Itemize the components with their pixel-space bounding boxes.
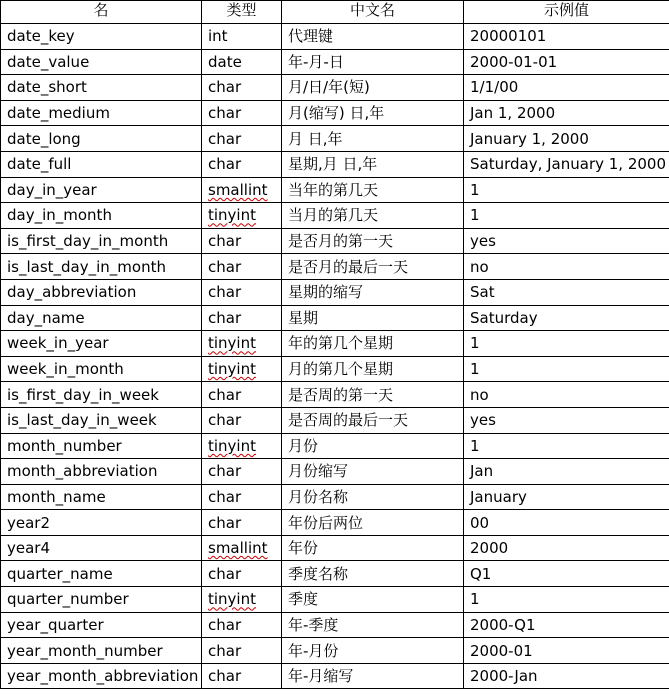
cell-name: year_month_number (1, 638, 202, 664)
cell-chinese-name: 是否月的最后一天 (282, 254, 464, 280)
table-row (1, 331, 669, 357)
cell-chinese-name: 是否月的第一天 (282, 228, 464, 254)
table-row (1, 100, 669, 126)
cell-chinese-name: 月 日,年 (282, 126, 464, 152)
cell-type: smallint (202, 535, 282, 561)
cell-example: Saturday (464, 305, 669, 331)
cell-type: char (202, 612, 282, 638)
cell-chinese-name: 年-月-日 (282, 49, 464, 75)
cell-chinese-name: 当年的第几天 (282, 177, 464, 203)
cell-example: 1 (464, 356, 669, 382)
cell-chinese-name: 是否周的第一天 (282, 382, 464, 408)
cell-name: week_in_month (1, 356, 202, 382)
table-row (1, 382, 669, 408)
table-row (1, 459, 669, 485)
cell-example: Jan (464, 459, 669, 485)
cell-chinese-name: 年-季度 (282, 612, 464, 638)
table-row (1, 561, 669, 587)
cell-name: day_in_year (1, 177, 202, 203)
cell-example: 1 (464, 587, 669, 613)
cell-type: int (202, 24, 282, 50)
header-example: 示例值 (464, 1, 669, 24)
table-row (1, 49, 669, 75)
cell-example: 2000-01-01 (464, 49, 669, 75)
cell-name: year2 (1, 510, 202, 536)
cell-example: no (464, 254, 669, 280)
cell-example: 2000-01 (464, 638, 669, 664)
cell-chinese-name: 代理键 (282, 24, 464, 50)
cell-example: 2000-Jan (464, 663, 669, 689)
cell-chinese-name: 是否周的最后一天 (282, 407, 464, 433)
cell-chinese-name: 季度名称 (282, 561, 464, 587)
cell-example: 1/1/00 (464, 75, 669, 101)
cell-chinese-name: 当月的第几天 (282, 203, 464, 229)
cell-type: char (202, 510, 282, 536)
header-row (1, 1, 669, 24)
cell-name: is_last_day_in_month (1, 254, 202, 280)
cell-type: char (202, 151, 282, 177)
cell-example: 00 (464, 510, 669, 536)
cell-chinese-name: 年份 (282, 535, 464, 561)
cell-type: char (202, 663, 282, 689)
cell-chinese-name: 季度 (282, 587, 464, 613)
cell-name: day_abbreviation (1, 279, 202, 305)
cell-name: day_name (1, 305, 202, 331)
cell-name: year4 (1, 535, 202, 561)
table-row (1, 279, 669, 305)
cell-type: char (202, 279, 282, 305)
cell-example: 1 (464, 331, 669, 357)
cell-type: char (202, 561, 282, 587)
table-row (1, 535, 669, 561)
cell-name: month_name (1, 484, 202, 510)
table-row (1, 612, 669, 638)
cell-name: quarter_number (1, 587, 202, 613)
cell-name: date_key (1, 24, 202, 50)
cell-example: Jan 1, 2000 (464, 100, 669, 126)
table-row (1, 24, 669, 50)
cell-type: date (202, 49, 282, 75)
cell-chinese-name: 月份名称 (282, 484, 464, 510)
cell-type: tinyint (202, 331, 282, 357)
cell-type: tinyint (202, 203, 282, 229)
table-row (1, 484, 669, 510)
cell-name: year_month_abbreviation (1, 663, 202, 689)
cell-example: 1 (464, 433, 669, 459)
cell-type: char (202, 484, 282, 510)
table-row (1, 305, 669, 331)
cell-chinese-name: 月/日/年(短) (282, 75, 464, 101)
cell-example: January (464, 484, 669, 510)
cell-type: tinyint (202, 587, 282, 613)
cell-type: tinyint (202, 433, 282, 459)
cell-chinese-name: 星期 (282, 305, 464, 331)
table-row (1, 433, 669, 459)
cell-name: quarter_name (1, 561, 202, 587)
cell-name: date_long (1, 126, 202, 152)
table-row (1, 126, 669, 152)
cell-example: 2000 (464, 535, 669, 561)
cell-example: Sat (464, 279, 669, 305)
cell-name: is_first_day_in_month (1, 228, 202, 254)
cell-example: January 1, 2000 (464, 126, 669, 152)
table-row (1, 510, 669, 536)
cell-example: yes (464, 228, 669, 254)
cell-type: char (202, 305, 282, 331)
cell-example: 2000-Q1 (464, 612, 669, 638)
cell-type: char (202, 382, 282, 408)
cell-type: char (202, 75, 282, 101)
cell-chinese-name: 年-月份 (282, 638, 464, 664)
cell-name: week_in_year (1, 331, 202, 357)
cell-chinese-name: 年的第几个星期 (282, 331, 464, 357)
cell-example: yes (464, 407, 669, 433)
cell-name: month_abbreviation (1, 459, 202, 485)
cell-name: is_first_day_in_week (1, 382, 202, 408)
cell-name: date_medium (1, 100, 202, 126)
cell-chinese-name: 年份后两位 (282, 510, 464, 536)
cell-type: char (202, 254, 282, 280)
table-row (1, 254, 669, 280)
header-chinese-name: 中文名 (282, 1, 464, 24)
table-row (1, 75, 669, 101)
header-name: 名 (1, 1, 202, 24)
cell-chinese-name: 月(缩写) 日,年 (282, 100, 464, 126)
table-row (1, 587, 669, 613)
cell-type: char (202, 228, 282, 254)
table-row (1, 151, 669, 177)
cell-example: 1 (464, 177, 669, 203)
cell-example: 20000101 (464, 24, 669, 50)
cell-example: no (464, 382, 669, 408)
cell-chinese-name: 月份 (282, 433, 464, 459)
cell-chinese-name: 年-月缩写 (282, 663, 464, 689)
cell-name: month_number (1, 433, 202, 459)
cell-name: date_value (1, 49, 202, 75)
cell-chinese-name: 星期,月 日,年 (282, 151, 464, 177)
cell-name: year_quarter (1, 612, 202, 638)
table-row (1, 228, 669, 254)
table-row (1, 407, 669, 433)
cell-example: Q1 (464, 561, 669, 587)
cell-type: char (202, 407, 282, 433)
table-body (1, 24, 669, 689)
header-type: 类型 (202, 1, 282, 24)
cell-name: date_short (1, 75, 202, 101)
cell-type: char (202, 459, 282, 485)
table-row (1, 203, 669, 229)
cell-type: char (202, 126, 282, 152)
cell-chinese-name: 月份缩写 (282, 459, 464, 485)
cell-example: 1 (464, 203, 669, 229)
cell-type: tinyint (202, 356, 282, 382)
table-row (1, 638, 669, 664)
cell-chinese-name: 星期的缩写 (282, 279, 464, 305)
table-row (1, 356, 669, 382)
table-row (1, 177, 669, 203)
cell-example: Saturday, January 1, 2000 (464, 151, 669, 177)
cell-type: char (202, 638, 282, 664)
cell-name: day_in_month (1, 203, 202, 229)
cell-name: date_full (1, 151, 202, 177)
cell-type: char (202, 100, 282, 126)
cell-name: is_last_day_in_week (1, 407, 202, 433)
table-row (1, 663, 669, 689)
cell-type: smallint (202, 177, 282, 203)
cell-chinese-name: 月的第几个星期 (282, 356, 464, 382)
